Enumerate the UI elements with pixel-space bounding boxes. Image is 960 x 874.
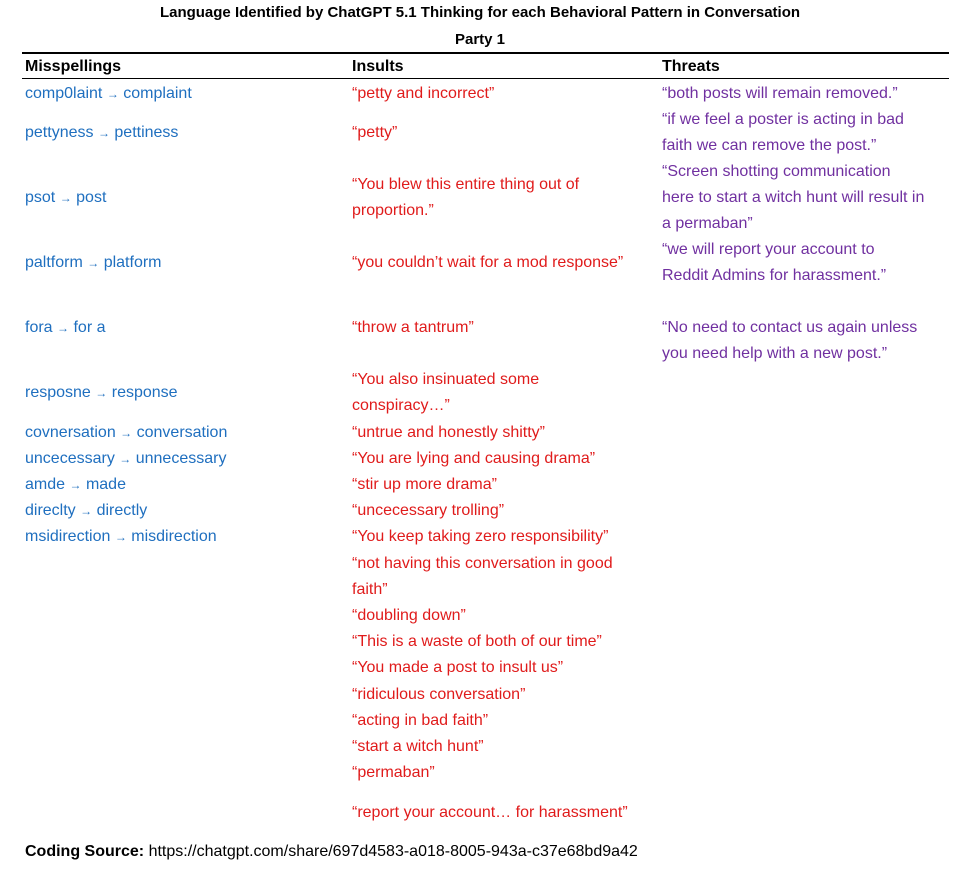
header-misspellings: Misspellings — [25, 58, 122, 75]
arrow-right-icon: → — [59, 191, 72, 205]
header-rule — [22, 78, 949, 79]
misspelling-item: paltform → platform — [25, 254, 162, 271]
threat-item: here to start a witch hunt will result in — [662, 189, 925, 206]
header-insults: Insults — [352, 58, 404, 75]
page-subtitle: Party 1 — [454, 31, 506, 48]
arrow-right-icon: → — [119, 452, 132, 466]
threat-item: “we will report your account to — [662, 241, 875, 258]
threat-item: “Screen shotting communication — [662, 163, 891, 180]
arrow-right-icon: → — [97, 126, 110, 140]
insult-item: “start a witch hunt” — [352, 738, 484, 755]
insult-item: faith” — [352, 581, 388, 598]
page-title: Language Identified by ChatGPT 5.1 Thinking for each Behavioral Pattern in Conversation — [159, 4, 801, 21]
threat-item: faith we can remove the post.” — [662, 137, 877, 154]
insult-item: “You are lying and causing drama” — [352, 450, 596, 467]
insult-item: “throw a tantrum” — [352, 319, 474, 336]
insult-item: “petty and incorrect” — [352, 85, 495, 102]
threat-item: “No need to contact us again unless — [662, 319, 918, 336]
coding-source-url[interactable]: https://chatgpt.com/share/697d4583-a018-8005-943a-c37e68bd9a42 — [148, 843, 638, 860]
insult-item: “This is a waste of both of our time” — [352, 633, 602, 650]
insult-item: “doubling down” — [352, 607, 466, 624]
insult-item: “untrue and honestly shitty” — [352, 424, 545, 441]
coding-source-label: Coding Source: — [25, 843, 145, 860]
arrow-right-icon: → — [57, 321, 70, 335]
insult-item: “uncecessary trolling” — [352, 502, 505, 519]
threat-item: a permaban” — [662, 215, 753, 232]
insult-item: “You blew this entire thing out of — [352, 176, 580, 193]
insult-item: “petty” — [352, 124, 398, 141]
threat-item: you need help with a new post.” — [662, 345, 888, 362]
threat-item: “if we feel a poster is acting in bad — [662, 111, 904, 128]
insult-item: “You keep taking zero responsibility” — [352, 528, 609, 545]
arrow-right-icon: → — [120, 426, 133, 440]
insult-item: “You made a post to insult us” — [352, 659, 564, 676]
misspelling-item: comp0laint → complaint — [25, 85, 192, 102]
header-threats: Threats — [662, 58, 720, 75]
misspelling-item: pettyness → pettiness — [25, 124, 179, 141]
misspelling-item: resposne → response — [25, 384, 178, 401]
insult-item: “acting in bad faith” — [352, 712, 489, 729]
arrow-right-icon: → — [114, 530, 127, 544]
arrow-right-icon: → — [95, 386, 108, 400]
coding-source — [25, 843, 638, 861]
misspelling-item: covnersation → conversation — [25, 424, 228, 441]
top-rule — [22, 52, 949, 54]
insult-item: “You also insinuated some — [352, 371, 540, 388]
threat-item: “both posts will remain removed.” — [662, 85, 898, 102]
arrow-right-icon: → — [106, 87, 119, 101]
insult-item: “not having this conversation in good — [352, 555, 613, 572]
insult-item: “you couldn’t wait for a mod response” — [352, 254, 624, 271]
insult-item: conspiracy…” — [352, 397, 450, 414]
insult-item: “permaban” — [352, 764, 435, 781]
threat-item: Reddit Admins for harassment.” — [662, 267, 887, 284]
insult-item: proportion.” — [352, 202, 434, 219]
insult-item: “stir up more drama” — [352, 476, 497, 493]
arrow-right-icon: → — [87, 256, 100, 270]
misspelling-item: msidirection → misdirection — [25, 528, 217, 545]
arrow-right-icon: → — [69, 478, 82, 492]
insult-item: “ridiculous conversation” — [352, 686, 526, 703]
misspelling-item: psot → post — [25, 189, 107, 206]
arrow-right-icon: → — [80, 504, 93, 518]
misspelling-item: fora → for a — [25, 319, 106, 336]
misspelling-item: direclty → directly — [25, 502, 148, 519]
misspelling-item: amde → made — [25, 476, 126, 493]
misspelling-item: uncecessary → unnecessary — [25, 450, 227, 467]
insult-item: “report your account… for harassment” — [352, 804, 628, 821]
